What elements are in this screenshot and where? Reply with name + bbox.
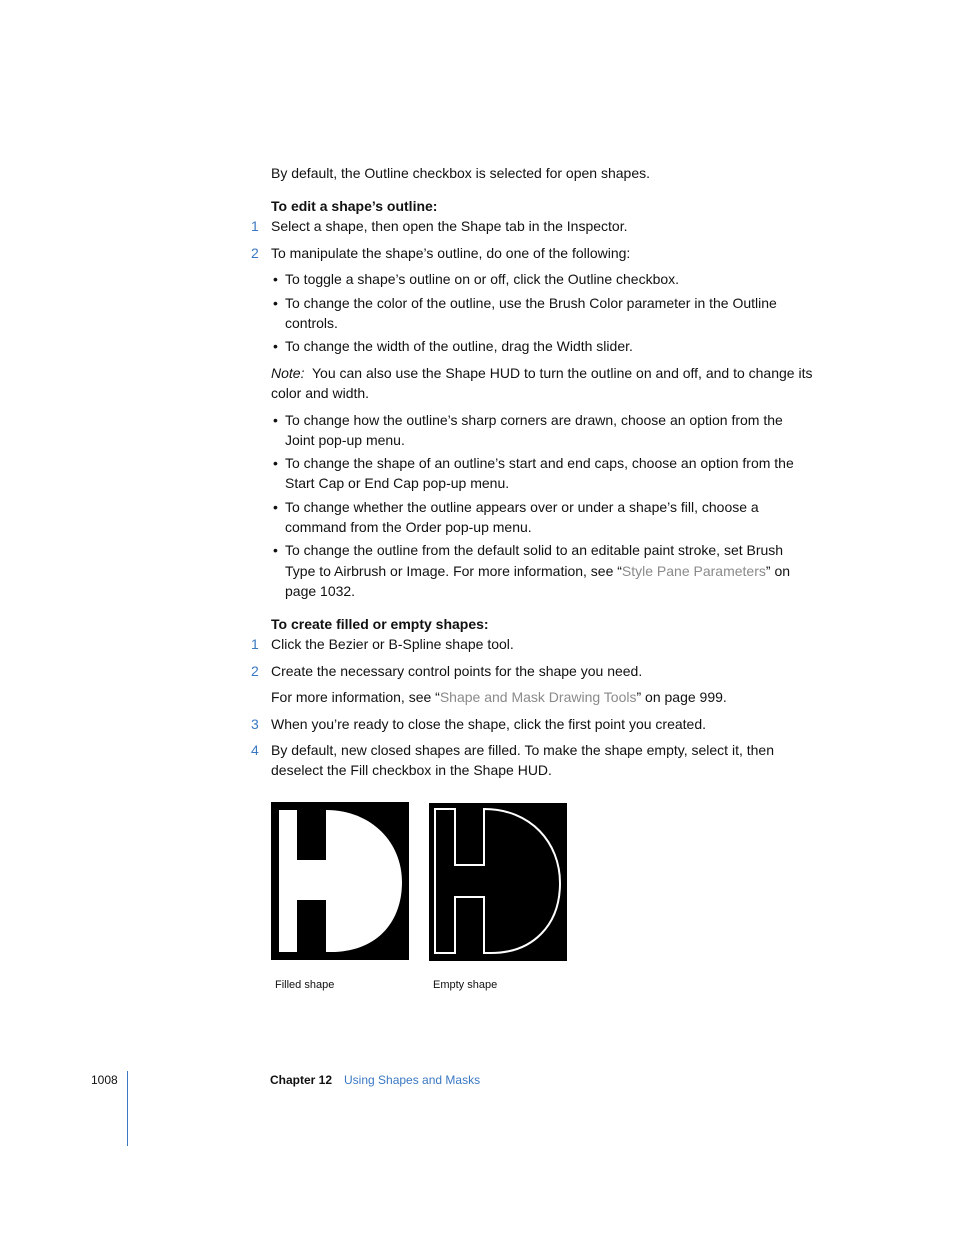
step-text: Create the necessary control points for the shape you need.	[271, 663, 643, 679]
filled-shape-image	[271, 802, 409, 960]
bullet-text: page 1032.	[285, 583, 356, 599]
edit-outline-heading: To edit a shape’s outline:	[271, 198, 438, 214]
bullet-text: command from the Order pop-up menu.	[285, 519, 532, 535]
bullet-text: To change the color of the outline, use the Brush Color parameter in the Outline	[285, 295, 777, 311]
bullet-marker: •	[273, 455, 278, 471]
empty-shape-image	[429, 803, 567, 961]
note-paragraph	[271, 363, 812, 383]
bullet-text: To toggle a shape’s outline on or off, click the Outline checkbox.	[285, 271, 680, 287]
bullet-text: To change whether the outline appears over or under a shape’s fill, choose a	[285, 499, 759, 515]
step-number: 2	[251, 245, 259, 261]
step-text: Click the Bezier or B-Spline shape tool.	[271, 636, 514, 652]
bullet-marker: •	[273, 271, 278, 287]
bullet-text-pre: Type to Airbrush or Image. For more information, see “	[285, 563, 622, 579]
empty-shape-drawing	[429, 803, 567, 961]
more-info-post: ” on page 999.	[636, 689, 727, 705]
bullet-marker: •	[273, 412, 278, 428]
page-number: 1008	[91, 1073, 118, 1087]
bullet-text: To change how the outline’s sharp corners are drawn, choose an option from the	[285, 412, 783, 428]
filled-shape-drawing	[271, 802, 409, 960]
bullet-text: controls.	[285, 315, 338, 331]
bullet-text-post: ” on	[765, 563, 791, 579]
style-pane-parameters-link[interactable]: Style Pane Parameters	[621, 563, 766, 579]
empty-shape-caption: Empty shape	[433, 979, 498, 991]
bullet-text: To change the width of the outline, drag the Width slider.	[285, 338, 633, 354]
note-text: You can also use the Shape HUD to turn the outline on and off, and to change its	[312, 365, 813, 381]
bullet-marker: •	[273, 338, 278, 354]
step-number: 1	[251, 218, 259, 234]
bullet-marker: •	[273, 542, 278, 558]
note-text: color and width.	[271, 385, 370, 401]
note-label: Note:	[271, 365, 305, 381]
filled-shape-caption: Filled shape	[275, 979, 335, 991]
more-info-pre: For more information, see “	[271, 689, 440, 705]
shape-mask-drawing-tools-link[interactable]: Shape and Mask Drawing Tools	[439, 689, 637, 705]
chapter-label: Chapter 12	[270, 1073, 333, 1087]
bullet-text: To change the outline from the default solid to an editable paint stroke, set Brush	[285, 542, 784, 558]
bullet-text: To change the shape of an outline’s start and end caps, choose an option from the	[285, 455, 794, 471]
step-text: When you’re ready to close the shape, click the first point you created.	[271, 716, 707, 732]
step-number: 2	[251, 663, 259, 679]
bullet-marker: •	[273, 295, 278, 311]
step-text: Select a shape, then open the Shape tab in the Inspector.	[271, 218, 628, 234]
intro-paragraph: By default, the Outline checkbox is selected for open shapes.	[271, 165, 651, 181]
chapter-title-link[interactable]: Using Shapes and Masks	[344, 1073, 481, 1087]
bullet-marker: •	[273, 499, 278, 515]
footer-rule	[127, 1071, 128, 1146]
bullet-text: Start Cap or End Cap pop-up menu.	[285, 475, 510, 491]
more-info-paragraph	[271, 687, 727, 707]
step-text: deselect the Fill checkbox in the Shape HUD.	[271, 762, 552, 778]
bullet-text: Joint pop-up menu.	[285, 432, 405, 448]
step-text: To manipulate the shape’s outline, do one of the following:	[271, 245, 631, 261]
step-text: By default, new closed shapes are filled. To make the shape empty, select it, then	[271, 742, 774, 758]
create-shapes-heading: To create filled or empty shapes:	[271, 616, 489, 632]
bullet-text	[285, 561, 790, 581]
step-number: 1	[251, 636, 259, 652]
step-number: 4	[251, 742, 259, 758]
step-number: 3	[251, 716, 259, 732]
